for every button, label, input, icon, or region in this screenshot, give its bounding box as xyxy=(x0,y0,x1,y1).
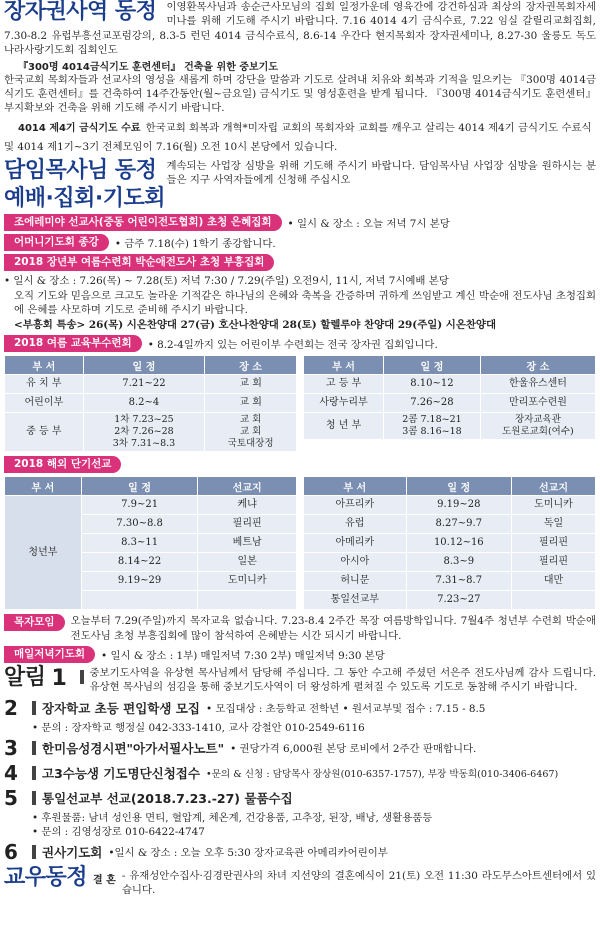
dept-cell: 사랑누리부 xyxy=(304,394,384,413)
fasting-text: 한국교회 회복과 개혁*미자립 교회의 목회자와 교회를 깨우고 살리는 4014 제4기 금식기도 수료식 및 4014 제1기~3기 전체모임이 7.16(월) 오전 10시 본당에서 있습니다. xyxy=(4,121,592,154)
col-header: 일 정 xyxy=(83,356,205,375)
dept-cell: 어린이부 xyxy=(5,394,84,413)
divider xyxy=(32,741,36,755)
news-label: 결 혼 xyxy=(93,874,116,886)
education-table-right xyxy=(303,355,596,440)
place-cell: 필리핀 xyxy=(511,534,595,553)
section-title: 예배·집회·기도회 xyxy=(4,186,165,212)
section-title: 장자권사역 동정 xyxy=(4,0,157,24)
education-table-left xyxy=(4,355,297,452)
col-header: 장 소 xyxy=(205,356,297,375)
table-row xyxy=(5,375,297,394)
section-title: 알림 xyxy=(4,664,46,690)
notice-sub: • 후원물품: 남녀 성인용 면티, 혈압계, 체온계, 건강용품, 고추장, 된장, 배낭, 생활용품등 xyxy=(32,811,433,824)
worship-section xyxy=(4,187,596,662)
date-cell: 1차 7.23~25 2차 7.26~28 3차 7.31~8.3 xyxy=(83,413,205,452)
notice-number: 4 xyxy=(4,760,18,785)
date-cell: 7.23~27 xyxy=(406,591,511,610)
pastor-news-section xyxy=(4,159,596,188)
table-row xyxy=(304,534,596,553)
event-pill: 조에레미야 선교사(중동 어린이전도협회) 초청 은혜집회 xyxy=(4,214,282,231)
notice-section xyxy=(4,666,596,864)
dept-cell: 허니문 xyxy=(304,572,407,591)
dept-cell: 중 등 부 xyxy=(5,413,84,452)
date-cell: 8.2~4 xyxy=(83,394,205,413)
place-cell xyxy=(198,591,297,610)
place-cell: 만리포수련원 xyxy=(480,394,595,413)
notice-number: 6 xyxy=(4,839,18,864)
event-pill: 매일저녁기도회 xyxy=(4,646,95,663)
notice-title: 한미음성경시편"아가서필사노트" xyxy=(42,740,225,756)
notice-sub: • 문의 : 김영성장로 010-6422-4747 xyxy=(32,825,205,838)
revival-choir: <부흥회 특송> 26(목) 시온찬양대 27(금) 호산나찬양대 28(토) 할렐루야 찬양대 29(주일) 시온찬양대 xyxy=(14,318,496,331)
date-cell: 8.14~22 xyxy=(81,553,198,572)
col-header: 일 정 xyxy=(384,356,481,375)
place-cell: 교 회 교 회 국토대장정 xyxy=(205,413,297,452)
table-row xyxy=(304,572,596,591)
place-cell: 교 회 xyxy=(205,394,297,413)
fasting-heading: 4014 제4기 금식기도 수료 xyxy=(18,122,141,134)
place-cell: 도미니카 xyxy=(511,496,595,515)
notice-item xyxy=(4,666,596,695)
section-title: 교우동정 xyxy=(4,864,88,890)
date-cell: 7.31~8.7 xyxy=(406,572,511,591)
section-title: 담임목사님 동정 xyxy=(4,157,157,183)
notice-item xyxy=(4,840,596,864)
event-info: • 8.2-4일까지 있는 어린이부 수련회는 전국 장자권 집회입니다. xyxy=(147,339,438,352)
divider xyxy=(32,701,36,715)
event-info: • 금주 7.18(수) 1학기 종강합니다. xyxy=(114,238,276,251)
date-cell: 10.12~16 xyxy=(406,534,511,553)
date-cell: 8.10~12 xyxy=(384,375,481,394)
table-row xyxy=(304,496,596,515)
event-row xyxy=(4,254,596,271)
place-cell xyxy=(511,591,595,610)
notice-info: • 모집대상 : 초등학교 전학년 • 원서교부및 접수 : 7.15 - 8.5 xyxy=(205,703,486,716)
notice-item xyxy=(4,761,596,785)
event-info: 오늘부터 7.29(주일)까지 목자교육 없습니다. 7.23-8.4 2주간 목장 여름방학입니다. 7월4주 청년부 수련회 박순애 전도사님 초청 부흥집회에 많이 참석하여 은혜받는 시간 되시기 바랍니다. xyxy=(70,615,596,642)
notice-number: 2 xyxy=(4,695,18,720)
date-cell xyxy=(81,591,198,610)
dept-cell: 아시아 xyxy=(304,553,407,572)
col-header: 일 정 xyxy=(406,477,511,496)
event-pill: 2018 해외 단기선교 xyxy=(4,456,121,473)
event-row xyxy=(4,614,596,643)
col-header: 장 소 xyxy=(480,356,595,375)
date-cell: 7.30~8.8 xyxy=(81,515,198,534)
notice-item xyxy=(4,736,596,760)
table-row xyxy=(304,553,596,572)
col-header: 선교지 xyxy=(198,477,297,496)
divider xyxy=(32,766,36,780)
place-cell: 필리핀 xyxy=(198,515,297,534)
ministry-news-section xyxy=(4,0,596,155)
education-tables xyxy=(4,355,596,452)
table-row xyxy=(304,515,596,534)
col-header: 일 정 xyxy=(81,477,198,496)
date-cell: 9.19~29 xyxy=(81,572,198,591)
event-row xyxy=(4,214,596,231)
place-cell: 필리핀 xyxy=(511,553,595,572)
ministry-news-text: 이영환목사님과 송순근사모님의 집회 일정가운데 영육간에 강건하심과 최상의 장자권목회자세미나를 위해 기도해 주시기 바랍니다. 7.16 4014 4기 금식수료, 7.22 임실 갈릴리교회집회, 7.30-8.2 유럽부흥선교포럼강의, 8.3-5 런던 4014 금식수료식, 8.6-14 우간다 현지목회자 장자권세미나, 8.27-30 울릉도 독도 나라사랑기도회 집회인도 xyxy=(4,1,596,57)
mission-tables xyxy=(4,476,596,610)
col-header: 부 서 xyxy=(304,356,384,375)
mission-table-left xyxy=(4,476,297,610)
notice-info: •문의 & 신청 : 담당목사 장상원(010-6357-1757), 부장 박동희(010-3406-6467) xyxy=(205,768,559,780)
notice-number: 1 xyxy=(51,665,67,691)
place-cell: 베트남 xyxy=(198,534,297,553)
dept-cell: 유 치 부 xyxy=(5,375,84,394)
place-cell: 대만 xyxy=(511,572,595,591)
date-cell: 7.26~28 xyxy=(384,394,481,413)
notice-item xyxy=(4,786,596,810)
notice-info: •일시 & 장소 : 오늘 오후 5:30 장자교육관 아메리카어린이부 xyxy=(108,847,388,860)
place-cell: 케냐 xyxy=(198,496,297,515)
date-cell: 8.3~9 xyxy=(406,553,511,572)
dept-cell: 아메리카 xyxy=(304,534,407,553)
col-header: 부 서 xyxy=(5,356,84,375)
place-cell: 도미니카 xyxy=(198,572,297,591)
pastor-news-text: 계속되는 사업장 심방을 위해 기도해 주시기 바랍니다. 담임목사님 사업장 심방을 원하시는 분들은 지구 사역자들에게 신청해 주십시오 xyxy=(166,159,596,187)
training-center-text: 한국교회 목회자들과 선교사의 영성을 새롭게 하며 강단을 말씀과 기도로 살려내 치유와 회복과 기적을 일으키는 『300명 4014금식기도 훈련센터』를 건축하여 14주간동안(월~금요일) 금식기도 및 영성훈련을 받게 됩니다. 『300명 4014금식기도 훈련센터』부지확보와 건축을 위해 기도해 주시기 바랍니다. xyxy=(4,73,596,115)
table-row xyxy=(5,413,297,452)
dept-cell: 청년부 xyxy=(5,496,82,610)
divider xyxy=(32,791,36,805)
place-cell: 교 회 xyxy=(205,375,297,394)
dept-cell: 아프리카 xyxy=(304,496,407,515)
date-cell: 7.9~21 xyxy=(81,496,198,515)
event-row xyxy=(4,646,596,663)
dept-cell: 유럽 xyxy=(304,515,407,534)
notice-title: 권사기도회 xyxy=(42,844,103,860)
divider xyxy=(32,845,36,859)
revival-text: 오직 기도와 믿음으로 크고도 놀라운 기적같은 하나님의 은혜와 축복을 간증하며 귀하게 쓰임받고 계신 박순애 전도사님 초청집회에 은혜를 사모하며 기도로 준비해 주시기 바랍니다. xyxy=(14,289,596,317)
place-cell: 한울유스센터 xyxy=(480,375,595,394)
notice-text: 중보기도사역을 유상현 목사님께서 담당해 주십니다. 그 동안 수고해 주셨던 서은주 전도사님께 감사 드립니다. 유상현 목사님의 섬김을 통해 중보기도사역이 더 왕성하게 펼쳐질 수 있도록 기도로 동참해 주시기 바랍니다. xyxy=(89,666,596,694)
event-pill: 목자모임 xyxy=(4,614,65,631)
notice-title: 통일선교부 선교(2018.7.23.-27) 물품수집 xyxy=(42,790,293,806)
notice-number: 5 xyxy=(4,785,18,810)
notice-sub: • 문의 : 장자학교 행정실 042-333-1410, 교사 강철안 010-2549-6116 xyxy=(32,721,365,734)
divider xyxy=(80,670,84,684)
table-row xyxy=(5,394,297,413)
event-pill: 2018 장년부 여름수련회 박순애전도사 초청 부흥집회 xyxy=(4,254,274,271)
notice-item xyxy=(4,696,596,720)
notice-number: 3 xyxy=(4,735,18,760)
event-row xyxy=(4,456,596,473)
table-row xyxy=(304,413,596,440)
event-pill: 2018 여름 교육부수련회 xyxy=(4,335,142,352)
notice-title: 장자학교 초등 편입학생 모집 xyxy=(42,700,200,716)
date-cell: 8.3~11 xyxy=(81,534,198,553)
dept-cell: 청 년 부 xyxy=(304,413,384,440)
table-row xyxy=(304,591,596,610)
mission-table-right xyxy=(303,476,596,610)
date-cell: 7.21~22 xyxy=(83,375,205,394)
event-info: • 일시 & 장소 : 오늘 저녁 7시 본당 xyxy=(287,218,450,231)
member-news-section xyxy=(4,866,596,898)
date-cell: 2콤 7.18~21 3콤 8.16~18 xyxy=(384,413,481,440)
place-cell: 장자교육관 도원로교회(여수) xyxy=(480,413,595,440)
col-header: 부 서 xyxy=(5,477,82,496)
col-header: 부 서 xyxy=(304,477,407,496)
date-cell: 8.27~9.7 xyxy=(406,515,511,534)
table-row xyxy=(304,394,596,413)
notice-info: • 권당가격 6,000원 본당 로비에서 2주간 판매합니다. xyxy=(230,743,477,756)
event-info: • 일시 & 장소 : 1부) 매일저녁 7:30 2부) 매일저녁 9:30 본당 xyxy=(101,649,385,662)
event-pill: 어머니기도회 종강 xyxy=(4,234,109,251)
place-cell: 독일 xyxy=(511,515,595,534)
event-row xyxy=(4,234,596,251)
date-cell: 9.19~28 xyxy=(406,496,511,515)
col-header: 선교지 xyxy=(511,477,595,496)
training-center-heading: 『300명 4014금식기도 훈련센터』 건축을 위한 중보기도 xyxy=(18,61,278,73)
revival-schedule: • 일시 & 장소 : 7.26(목) ~ 7.28(토) 저녁 7:30 / 7.29(주일) 오전9시, 11시, 저녁 7시예배 본당 xyxy=(4,275,449,288)
news-text: - 유재성안수집사·김경란권사의 차녀 지선양의 결혼예식이 21(토) 오전 11:30 라도무스아트센터에서 있습니다. xyxy=(121,869,596,897)
dept-cell: 고 등 부 xyxy=(304,375,384,394)
table-row xyxy=(5,496,297,515)
table-row xyxy=(304,375,596,394)
event-row xyxy=(4,335,596,352)
place-cell: 일본 xyxy=(198,553,297,572)
notice-title: 고3수능생 기도명단신청접수 xyxy=(42,765,200,781)
dept-cell: 통일선교부 xyxy=(304,591,407,610)
